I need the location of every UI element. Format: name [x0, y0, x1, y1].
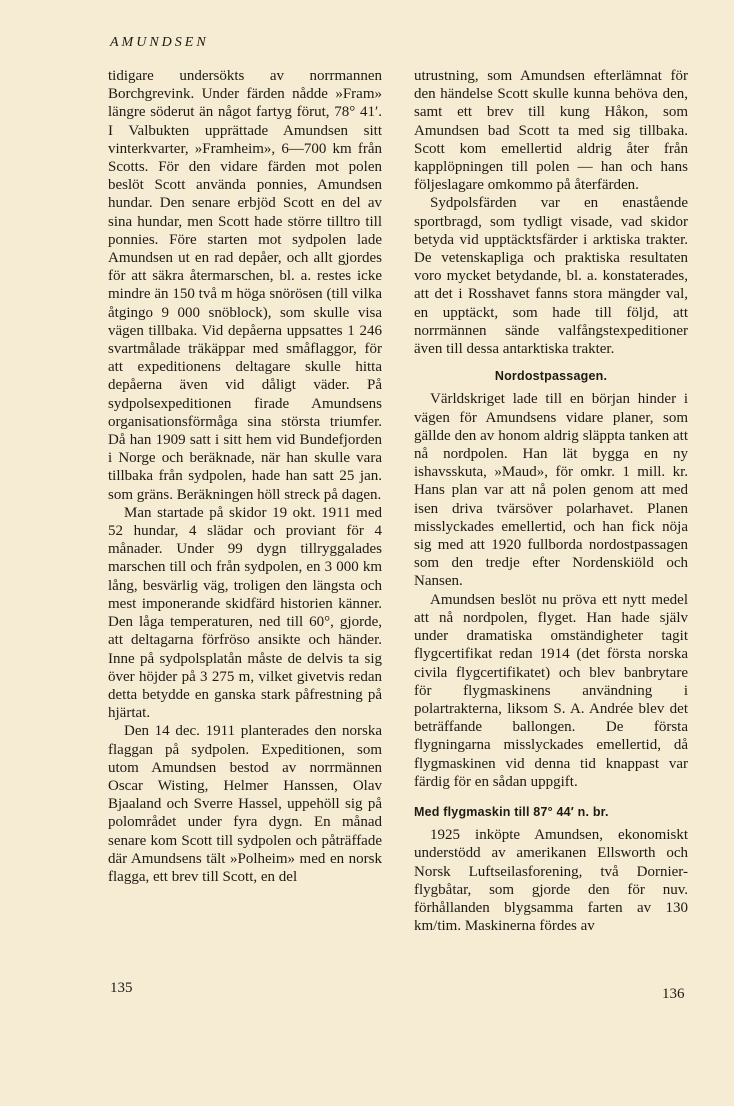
paragraph: 1925 inköpte Amundsen, ekonomiskt understödd av amerikanen Ellsworth och Norsk Luftseilasforening, två Dornier-flygbåtar, som gjorde den för nuv. förhållanden blygsamma farten av 130 km/tim. Maskinerna fördes av [414, 827, 688, 935]
paragraph: Den 14 dec. 1911 planterades den norska flaggan på sydpolen. Expeditionen, som utom Amundsen bestod av norrmännen Oscar Wisting, Helmer Hanssen, Olav Bjaaland och Sverre Hassel, uppehöll sig på polområdet under fyra dygn. En månad senare kom Scott till sydpolen och påträffade där Amundsens tält »Polheim» med en norsk flagga, ett brev till Scott, en del [108, 723, 382, 885]
section-heading: Nordostpassagen. [494, 369, 608, 384]
paragraph: Sydpolsfärden var en enastående sportbragd, som tydligt visade, vad skidor betyda vid upptäcktsfärder i arktiska trakter. De vetenskapliga och praktiska resultaten voro mycket betydande, bl. a. konstaterades, att det i Rosshavet fanns stora mängder val, en upptäckt, som hade till följd, att norrmännen sände valfångstexpeditioner även till dessa antarktiska trakter. [414, 195, 688, 358]
page-number-left: 135 [110, 980, 133, 996]
paragraph: Man startade på skidor 19 okt. 1911 med 52 hundar, 4 slädar och proviant för 4 månader. Under 99 dygn tillryggalades marschen till och från sydpolen, en 3 000 km lång, besvärlig väg, troligen den längsta och mest imponerande skidfärd historien känner. Den låga temperaturen, ned till 60°, gjorde, att deltagarna förfröso ansikte och händer. Inne på sydpolsplatån måste de delvis ta sig över höjder på 3 275 m, vilket givetvis redan detta betydde en ganska stark påfrestning på hjärtat. [108, 504, 382, 722]
section-heading: Med flygmaskin till 87° 44′ n. br. [414, 804, 609, 819]
paragraph: tidigare undersökts av norrmannen Borchgrevink. Under färden nådde »Fram» längre söderut än något fartyg förut, 78° 41′. I Valbukten upprättade Amundsen sitt vinterkvarter, »Framheim», 6—700 km från Scotts. För den vidare färden mot polen beslöt Scott använda ponnies, Amundsen hundar. Den senare erbjöd Scott en del av sina hundar, men Scott hade större tilltro till ponnies. Före starten mot sydpolen lade Amundsen ut en rad depåer, och allt gjordes för att säkra återmarschen, bl. a. restes icke mindre än 150 två m höga snörösen (till vilka åtgingo 9 000 snöblock), som skulle visa vägen tillbaka. Vid depåerna uppsattes 1 246 svartmålade träkäppar med småflaggor, för att expeditionens deltagare skulle hitta depåerna även vid dåligt väder. På sydpolsexpeditionen firade Amundsens organisationsförmåga sina största triumfer. Då han 1909 satt i sitt hem vid Bundefjorden i Norge och beräknade, när han skulle vara tillbaka från sydpolen, hade han satt 25 jan. som gräns. Beräkningen höll streck på dagen. [108, 68, 382, 503]
right-column [414, 67, 688, 935]
left-column [108, 67, 382, 886]
paragraph: Världskriget lade till en början hinder i vägen för Amundsens vidare planer, som gällde den av honom aldrig släppta tanken att nå nordpolen. Han lät bygga en ny ishavsskuta, »Maud», för omkr. 1 mill. kr. Hans plan var att nå polen genom att med isen driva tvärsöver polarhavet. Planen misslyckades emellertid, och han fick nöja sig med att 1920 fullborda nordostpassagen som den tredje efter Nordenskiöld och Nansen. [414, 391, 688, 590]
paragraph: utrustning, som Amundsen efterlämnat för den händelse Scott skulle kunna behöva den, samt ett brev till kung Håkon, som Amundsen bad Scott ta med sig tillbaka. Scott kom emellertid aldrig åter från kapplöpningen till polen — han och hans följeslagare omkommo på återfärden. [414, 68, 688, 194]
running-head: AMUNDSEN [110, 35, 209, 50]
page-number-right: 136 [662, 986, 685, 1002]
paragraph: Amundsen beslöt nu pröva ett nytt medel att nå nordpolen, flyget. Han hade själv under dramatiska omständigheter tagit flygcertifikat redan 1914 (det första norska civila flygcertifikatet) och blev banbrytare för flygmaskinens användning i polartrakterna, liksom S. A. Andrée blev det beträffande ballongen. De första flygningarna misslyckades emellertid, då flygmaskinen vid denna tid knappast var färdig för en sådan uppgift. [414, 591, 688, 790]
